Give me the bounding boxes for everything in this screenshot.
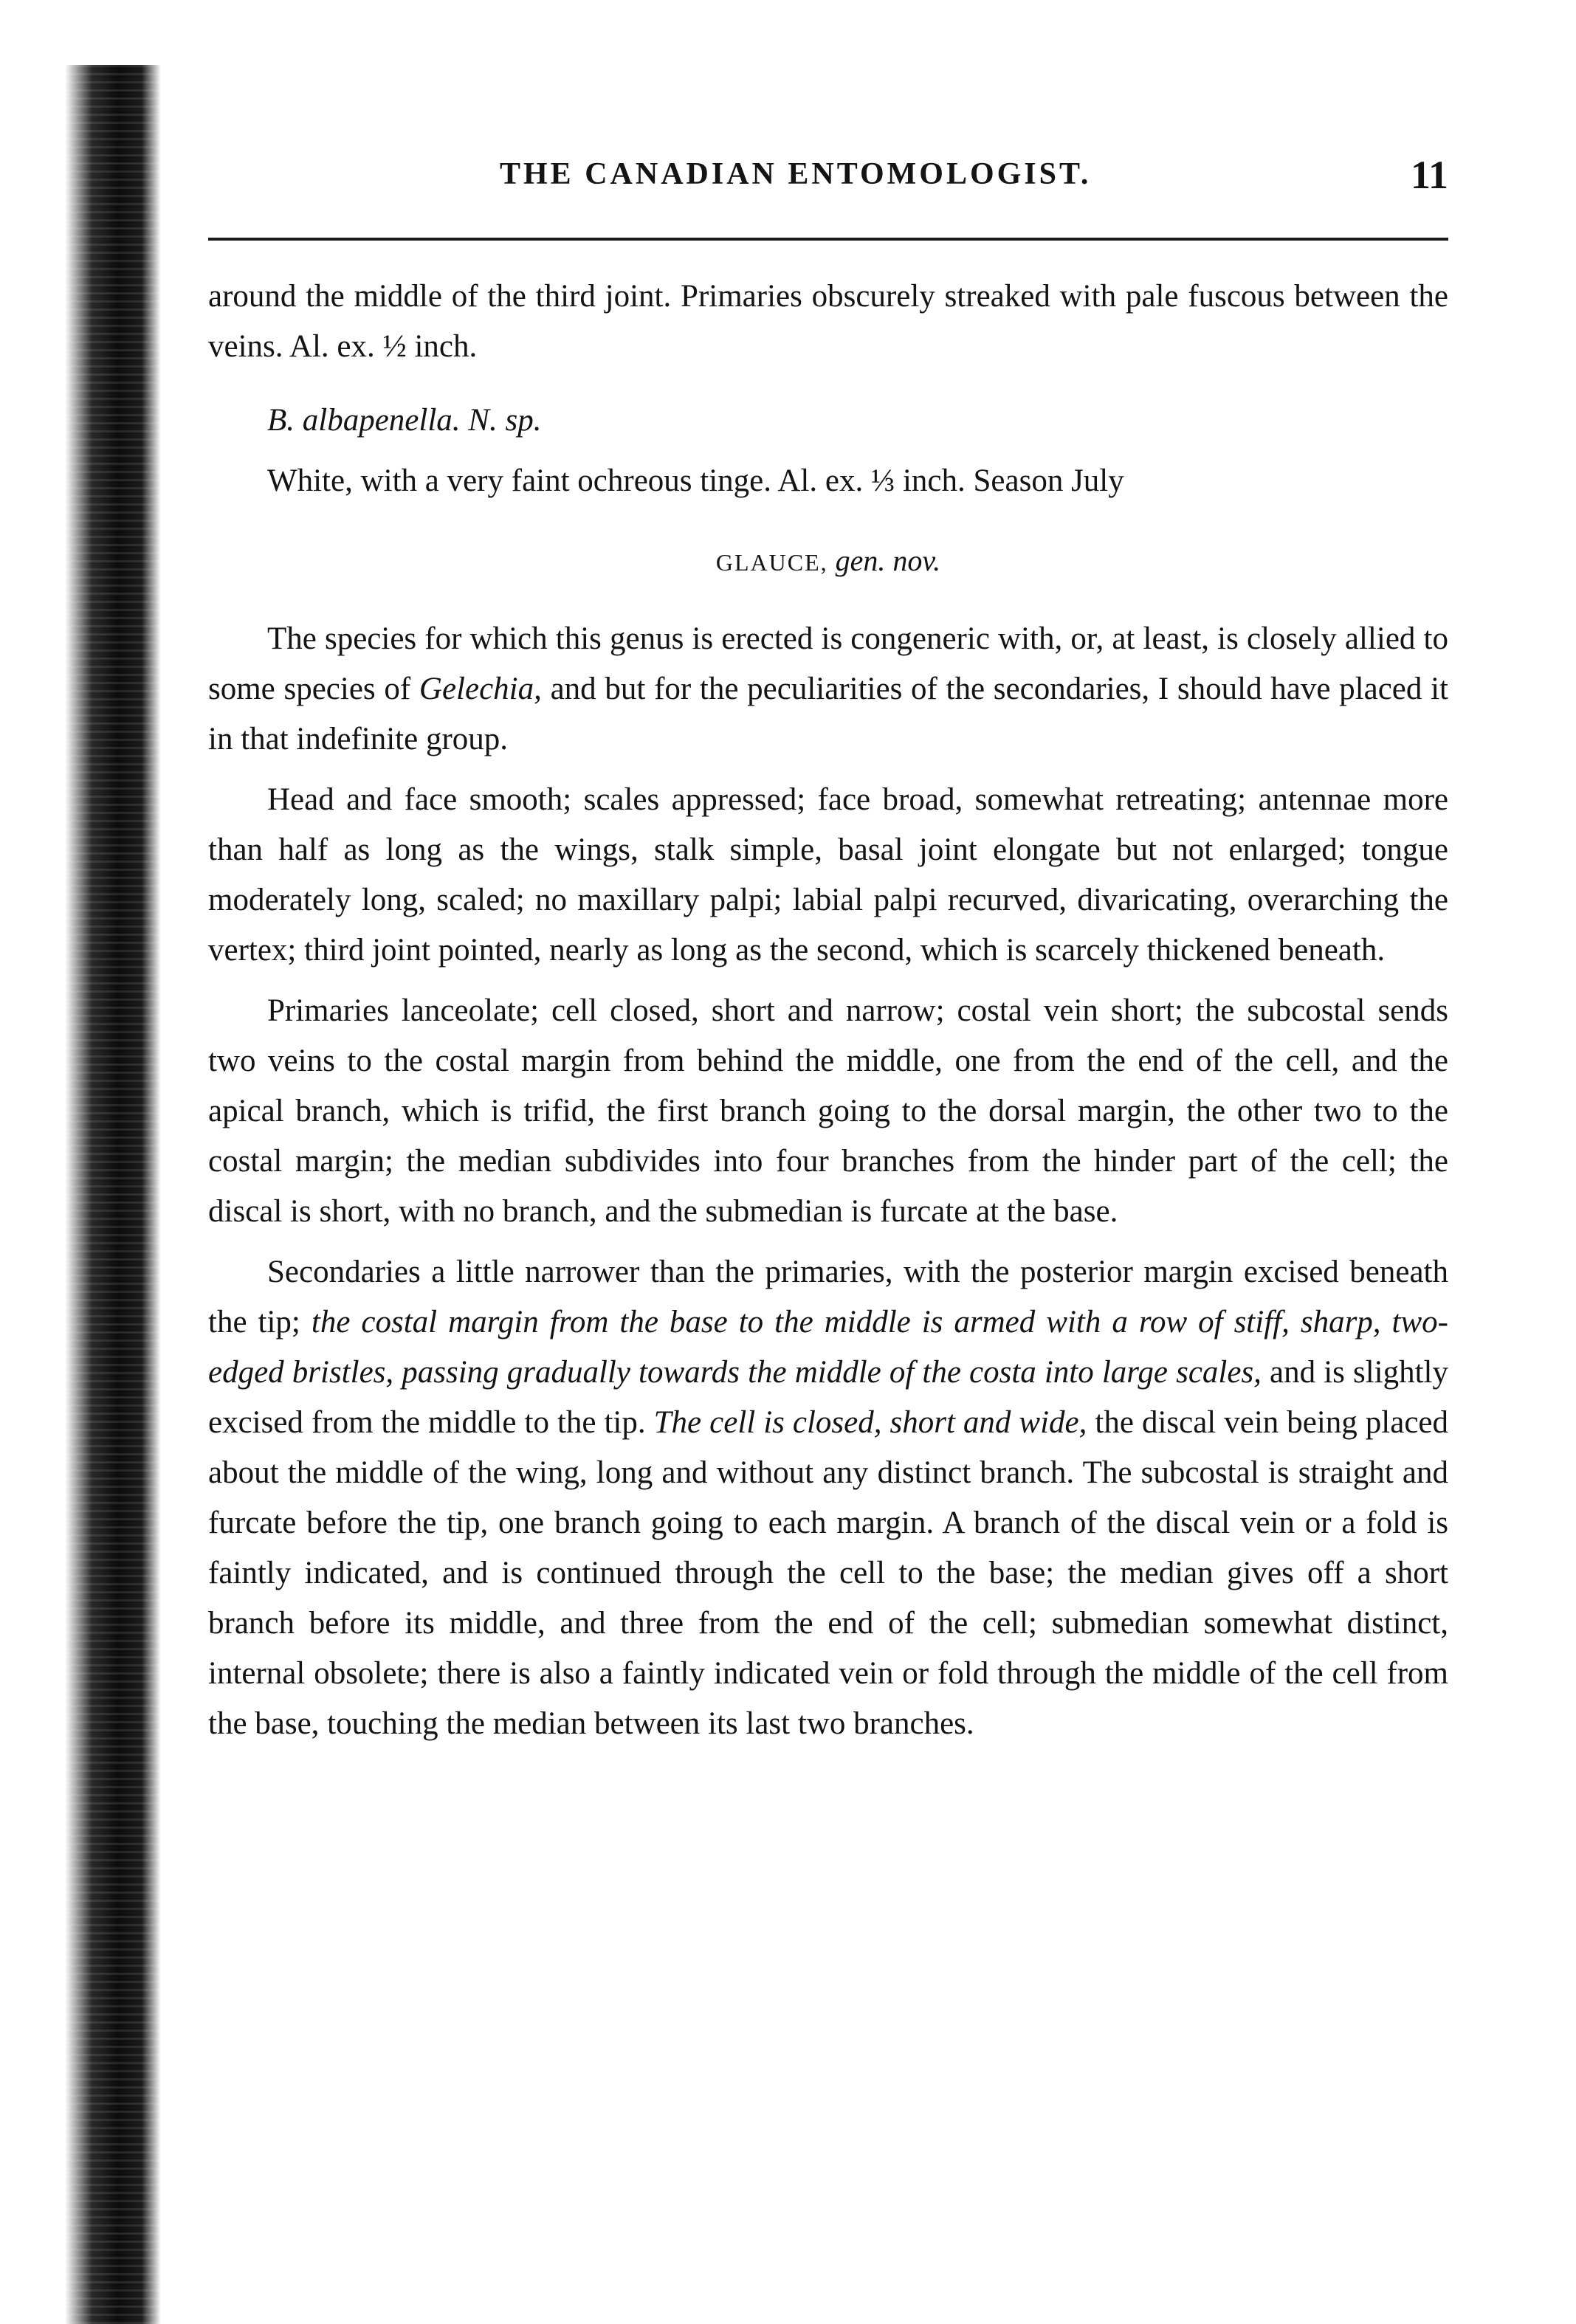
secondaries-italic-a: the costal margin from the base to the middle is armed with a row of stiff, sharp, two-edged bristles, passing gradually towards the middle of the costa into large scales, (208, 1305, 1449, 1390)
paragraph-head-and-face: Head and face smooth; scales appressed; face broad, somewhat retreating; antennae more than half as long as the wings, stalk simple, basal joint elongate but not enlarged; tongue moderately long, scaled; no maxillary palpi; labial palpi recurved, divaricating, overarching the vertex; third joint pointed, nearly as long as the second, which is scarcely thickened beneath. (208, 782, 1448, 968)
genus-intro-italic: Gelechia, (419, 672, 542, 706)
running-head (208, 153, 1448, 215)
genus-heading-name: GLAUCE, (715, 549, 828, 576)
page-binding-edge (65, 65, 161, 2324)
header-rule (208, 238, 1448, 241)
genus-intro-text-a: The species for which this genus is erected is congeneric with, or, at least, is closely allied to some species of (208, 621, 1448, 706)
secondaries-text-a: Secondaries a little narrower than the primaries, with the posterior margin excised beneath the tip; (208, 1255, 1448, 1339)
secondaries-text-c: the discal vein being placed about the middle of the wing, long and without any distinct branch. The subcostal is straight and furcate before the tip, one branch going to each margin. A branch of the discal vein or a fold is faintly indicated, and is continued through the cell to the base; the median gives off a short branch before its middle, and three from the end of the cell; submedian somewhat distinct, internal obsolete; there is also a faintly indicated vein or fold through the middle of the cell from the base, touching the median between its last two branches. (208, 1405, 1449, 1741)
secondaries-italic-b: The cell is closed, short and wide, (653, 1405, 1087, 1440)
paragraph-continuation: around the middle of the third joint. Primaries obscurely streaked with pale fuscous between the veins. Al. ex. ½ inch. (208, 279, 1448, 364)
article-body (208, 272, 1448, 1749)
page-number: 11 (1410, 153, 1448, 197)
paragraph-secondaries (208, 1247, 1448, 1749)
genus-heading-tag: gen. nov. (835, 544, 941, 577)
species-name: B. albapenella. N. sp. (267, 403, 542, 438)
paragraph-genus-intro (208, 614, 1448, 765)
book-page (208, 0, 1448, 2324)
journal-title: THE CANADIAN ENTOMOLOGIST. (500, 157, 1092, 191)
secondaries-text-b: and is slightly excised from the middle to the tip. (208, 1355, 1448, 1440)
genus-intro-text-b: and but for the peculiarities of the secondaries, I should have placed it in that indefinite group. (208, 672, 1448, 756)
paragraph-species-description: White, with a very faint ochreous tinge. Al. ex. ⅓ inch. Season July (267, 463, 1124, 498)
paragraph-primaries: Primaries lanceolate; cell closed, short and narrow; costal vein short; the subcostal sends two veins to the costal margin from behind the middle, one from the end of the cell, and the apical branch, which is trifid, the first branch going to the dorsal margin, the other two to the costal margin; the median subdivides into four branches from the hinder part of the cell; the discal is short, with no branch, and the submedian is furcate at the base. (208, 993, 1448, 1229)
genus-heading (208, 536, 1448, 587)
